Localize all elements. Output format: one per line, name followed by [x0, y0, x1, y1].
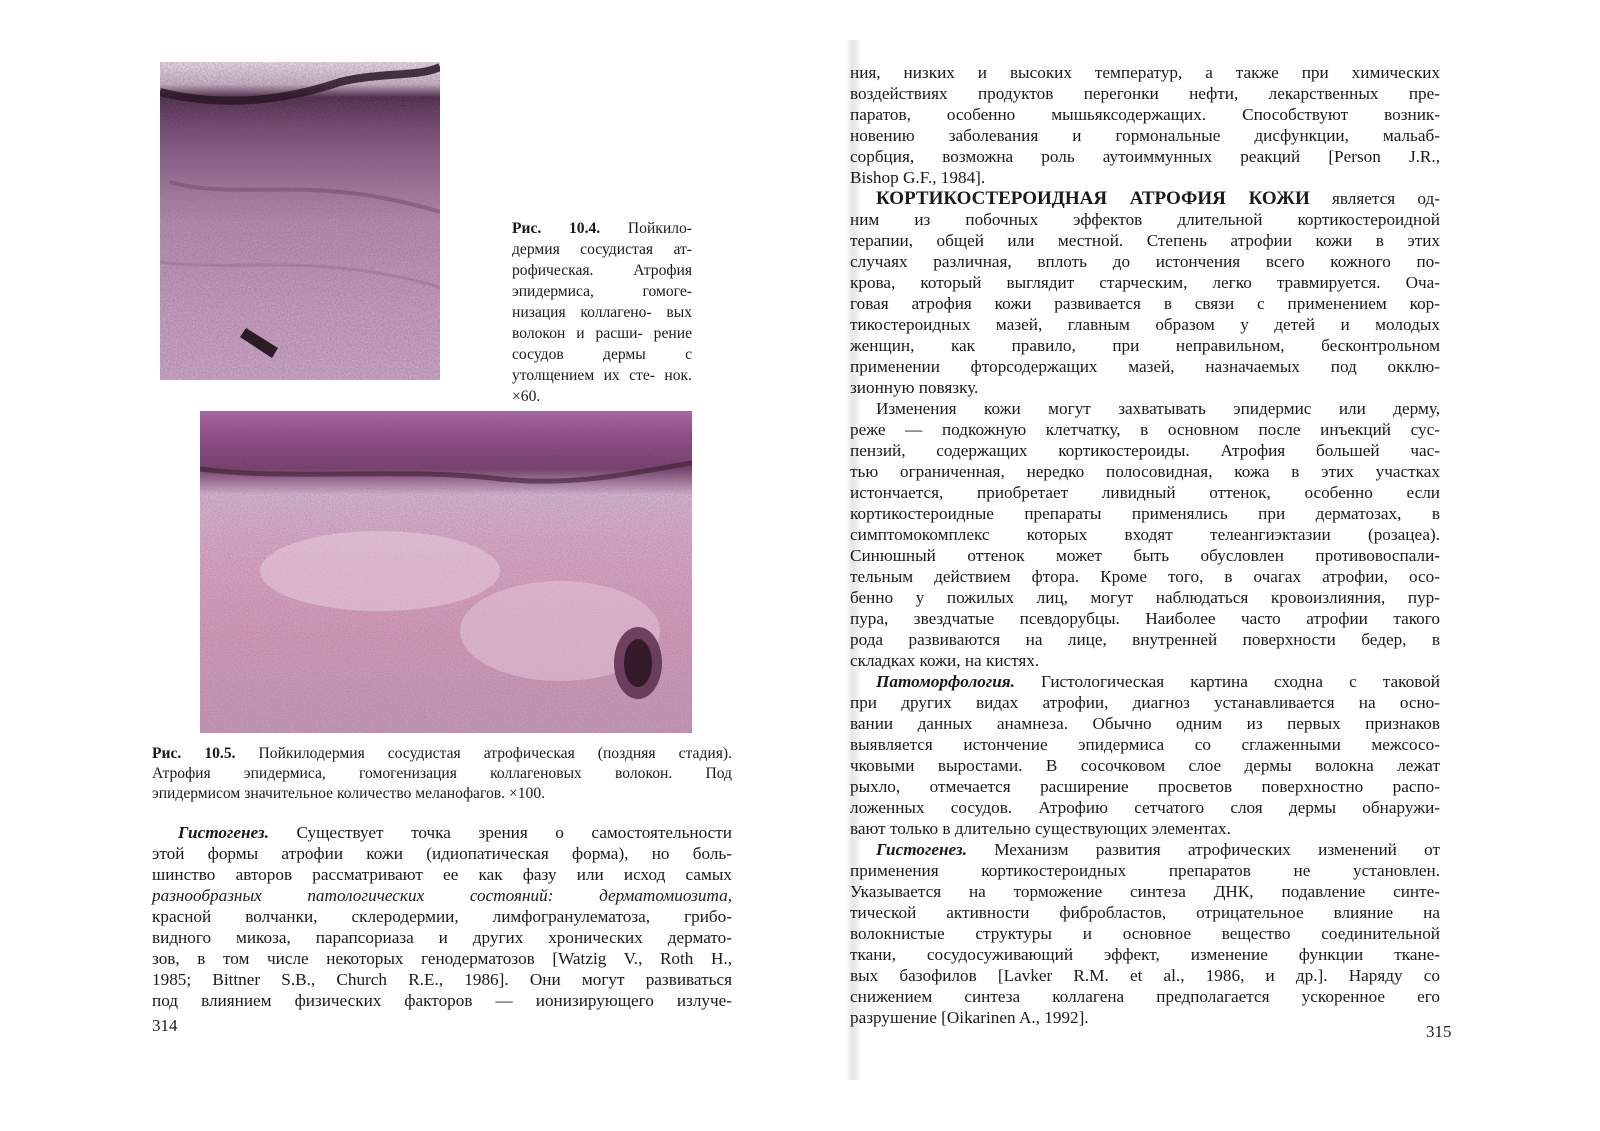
caption-line: дермия сосудистая ат- — [512, 241, 692, 258]
text-run: Гистологическая картина сходна с таковой — [1041, 672, 1440, 691]
text-line: бенно у пожилых лиц, могут наблюдаться кровоизлияния, пур- — [850, 588, 1440, 607]
text-line: шинство авторов рассматривают ее как фазу или исход самых — [152, 865, 732, 884]
text-line: зионную повязку. — [850, 378, 979, 397]
caption-line: низация коллагено- — [512, 304, 652, 321]
text-run: Механизм развития атрофических изменений от — [994, 840, 1440, 859]
text-line: складках кожи, на кистях. — [850, 651, 1040, 670]
caption-line — [152, 744, 732, 764]
caption-line: с утолщением их сте- — [512, 346, 692, 384]
text-line: этой формы атрофии кожи (идиопатическая форма), но боль- — [152, 844, 732, 863]
text-line: случаях различная, вплоть до истончения всего кожного по- — [850, 252, 1440, 271]
text-line: выявляется истончение эпидермиса со сглаженными межсосо- — [850, 735, 1440, 754]
histogenesis-title-right: Гистогенез. — [876, 840, 967, 859]
text-line: Указывается на торможение синтеза ДНК, подавление синте- — [850, 882, 1440, 901]
text-line: снижением синтеза коллагена предполагается ускоренное его — [850, 987, 1440, 1006]
text-line: разнообразных патологических состояний: дерматомиозита, — [152, 886, 732, 905]
text-line: волокнистые структуры и основное вещество соединительной — [850, 924, 1440, 943]
histogenesis-paragraph — [152, 822, 732, 1011]
micrograph-fig-10-4 — [160, 62, 440, 380]
text-line: терапии, общей или местной. Степень атрофии кожи в этих — [850, 231, 1440, 250]
text-line: 1985; Bittner S.B., Church R.E., 1986]. Они могут развиваться — [152, 970, 732, 989]
caption-line: рофическая. Атрофия — [512, 262, 692, 279]
text-line: кортикостероидные препараты применялись при дерматозах, в — [850, 504, 1440, 523]
text-line: тью ограниченная, нередко полосовидная, кожа в этих участках — [850, 462, 1440, 481]
text-line: применении фторсодержащих мазей, назначаемых под окклю- — [850, 357, 1440, 376]
page-number-left: 314 — [152, 1016, 178, 1035]
caption-line: Пойкило- — [627, 220, 692, 237]
text-line: крова, который выглядит старческим, легко травмируется. Оча- — [850, 273, 1440, 292]
text-line: вых базофилов [Lavker R.M. et al., 1986, и др.]. Наряду со — [850, 966, 1440, 985]
text-run: является од- — [1332, 189, 1441, 208]
micrograph-fig-10-5 — [200, 411, 692, 733]
text-line: видного микоза, парапсориаза и других хронических дермато- — [152, 928, 732, 947]
text-line: новению заболевания и гормональные дисфункции, мальаб- — [850, 126, 1440, 145]
text-line: Bishop G.F., 1984]. — [850, 168, 986, 187]
text-line: Синюшный оттенок может быть обусловлен противовоспали- — [850, 546, 1440, 565]
text-line: тической активности фибробластов, отрицательное влияние на — [850, 903, 1440, 922]
text-line: Изменения кожи могут захватывать эпидермис или дерму, — [876, 399, 1440, 418]
right-page — [850, 0, 1600, 1131]
text-line: ложенных сосудов. Атрофию сетчатого слоя дермы обнаружи- — [850, 798, 1440, 817]
text-line: вают только в длительно существующих элементах. — [850, 819, 1231, 838]
text-line: под влиянием физических факторов — ионизирующего излуче- — [152, 991, 732, 1010]
histogenesis-title: Гистогенез. — [178, 823, 269, 842]
text-line: истончается, приобретает ливидный оттенок, особенно если — [850, 483, 1440, 502]
pathomorphology-title: Патоморфология. — [876, 672, 1015, 691]
text-line: вании данных анамнеза. Обычно одним из первых признаков — [850, 714, 1440, 733]
text-line: рода развиваются на лице, внутренней поверхности бедер, в — [850, 630, 1440, 649]
text-line: применения кортикостероидных препаратов не установлен. — [850, 861, 1440, 880]
caption-line: эпидермиса, гомоге- — [512, 283, 692, 300]
text-line: женщин, как правило, при неправильном, бесконтрольном — [850, 336, 1440, 355]
text-line: сорбция, возможна роль аутоиммунных реакций [Person J.R., — [850, 147, 1440, 166]
text-line: говая атрофия кожи развивается в связи с применением кор- — [850, 294, 1440, 313]
text-line: зов, в том числе некоторых генодерматозов [Watzig V., Roth H., — [152, 949, 732, 968]
page-number-right: 315 — [1426, 1022, 1452, 1041]
figure-10-4-label: Рис. 10.4. — [512, 220, 601, 237]
text-run: Существует точка зрения о самостоятельности — [296, 823, 732, 842]
figure-10-5-caption — [152, 744, 732, 804]
text-line: ния, низких и высоких температур, а также при химических — [850, 63, 1440, 82]
section-heading: КОРТИКОСТЕРОИДНАЯ АТРОФИЯ КОЖИ — [876, 188, 1310, 209]
caption-line: эпидермисом значительное количество меланофагов. ×100. — [152, 785, 546, 802]
caption-line: Атрофия эпидермиса, гомогенизация коллагеновых волокон. Под — [152, 765, 732, 782]
text-line: ним из побочных эффектов длительной кортикостероидной — [850, 210, 1440, 229]
text-line: рыхло, отмечается расширение просветов поверхностно распо- — [850, 777, 1440, 796]
text-line — [850, 671, 1440, 692]
text-line: симптомокомплекс которых входят телеангиэктазии (розацеа). — [850, 525, 1440, 544]
text-line — [152, 822, 732, 843]
right-page-text — [850, 62, 1440, 1028]
text-line: разрушение [Oikarinen A., 1992]. — [850, 1008, 1089, 1027]
caption-line: вых волокон и расши- — [512, 304, 692, 342]
caption-line: нок. ×60. — [512, 367, 692, 405]
text-line: ткани, сосудосуживающий эффект, изменение функции ткане- — [850, 945, 1440, 964]
text-line — [850, 188, 1440, 209]
text-line: красной волчанки, склеродермии, лимфогранулематоза, грибо- — [152, 907, 732, 926]
text-line: реже — подкожную клетчатку, в основном после инъекций сус- — [850, 420, 1440, 439]
text-line: пура, звездчатые псевдорубцы. Наиболее часто атрофии такого — [850, 609, 1440, 628]
caption-text: Пойкилодермия сосудистая атрофическая (поздняя стадия). — [258, 745, 732, 762]
caption-line: рение сосудов дермы — [512, 325, 692, 363]
text-line: воздействиях продуктов перегонки нефти, лекарственных пре- — [850, 84, 1440, 103]
figure-10-4-caption — [512, 218, 692, 407]
text-line: тельным действием фтора. Кроме того, в очагах атрофии, осо- — [850, 567, 1440, 586]
text-line: при других видах атрофии, диагноз устанавливается на осно- — [850, 693, 1440, 712]
figure-10-5-label: Рис. 10.5. — [152, 745, 236, 762]
text-line: паратов, особенно мышьяксодержащих. Способствуют возник- — [850, 105, 1440, 124]
text-line: пензий, содержащих кортикостероиды. Атрофия большей час- — [850, 441, 1440, 460]
text-line — [850, 839, 1440, 860]
text-line: чковыми выростами. В сосочковом слое дермы волокна лежат — [850, 756, 1440, 775]
text-line: тикостероидных мазей, главным образом у детей и молодых — [850, 315, 1440, 334]
